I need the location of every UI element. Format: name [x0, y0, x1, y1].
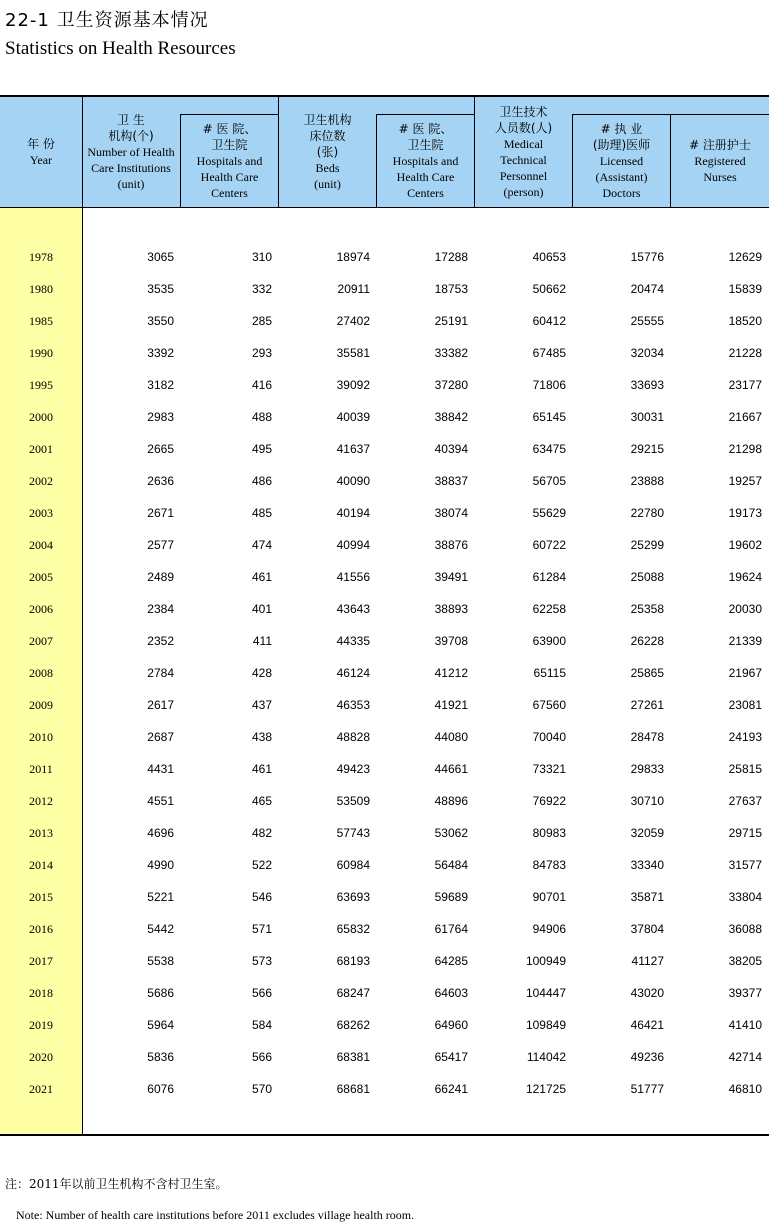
value-cell: 2352: [147, 634, 174, 648]
value-cell: 573: [251, 954, 272, 968]
value-cell: 53509: [336, 794, 370, 808]
value-cell: 40039: [336, 410, 370, 424]
value-cell: 5836: [147, 1050, 174, 1064]
value-cell: 65145: [532, 410, 566, 424]
value-cell: 416: [251, 378, 272, 392]
table-row: [0, 817, 769, 849]
value-cell: 25358: [630, 602, 664, 616]
value-cell: 48896: [434, 794, 468, 808]
value-cell: 25191: [434, 314, 468, 328]
year-cell: 2016: [29, 922, 53, 936]
year-cell: 1990: [29, 346, 53, 360]
value-cell: 21228: [728, 346, 762, 360]
value-cell: 46124: [336, 666, 370, 680]
value-cell: 104447: [525, 986, 566, 1000]
value-cell: 2665: [147, 442, 174, 456]
year-cell: 2020: [29, 1050, 53, 1064]
table-row: [0, 753, 769, 785]
year-cell: 2017: [29, 954, 53, 968]
value-cell: 19624: [728, 570, 762, 584]
value-cell: 63475: [532, 442, 566, 456]
header-subrule: [376, 114, 474, 115]
header-doctors: [573, 115, 670, 207]
value-cell: 4696: [147, 826, 174, 840]
page-title-cn: 22-1 卫生资源基本情况: [5, 10, 209, 31]
value-cell: 70040: [532, 730, 566, 744]
value-cell: 488: [251, 410, 272, 424]
value-cell: 60722: [532, 538, 566, 552]
value-cell: 41212: [434, 666, 468, 680]
header-nurses-cn: # 注册护士: [689, 138, 751, 152]
value-cell: 41921: [434, 698, 468, 712]
year-cell: 2018: [29, 986, 53, 1000]
value-cell: 401: [251, 602, 272, 616]
value-cell: 2489: [147, 570, 174, 584]
value-cell: 30710: [630, 794, 664, 808]
value-cell: 4431: [147, 762, 174, 776]
value-cell: 27402: [336, 314, 370, 328]
value-cell: 36088: [728, 922, 762, 936]
value-cell: 23888: [630, 474, 664, 488]
value-cell: 38074: [434, 506, 468, 520]
value-cell: 65115: [533, 666, 566, 680]
value-cell: 44080: [434, 730, 468, 744]
value-cell: 44661: [434, 762, 468, 776]
page-title-en: Statistics on Health Resources: [5, 38, 236, 59]
year-cell: 2002: [29, 474, 53, 488]
header-year-en: Year: [29, 153, 53, 167]
value-cell: 43020: [630, 986, 664, 1000]
year-cell: 2014: [29, 858, 53, 872]
value-cell: 25299: [630, 538, 664, 552]
value-cell: 5964: [147, 1018, 174, 1032]
value-cell: 37804: [630, 922, 664, 936]
header-personnel-unit: (person): [503, 185, 544, 199]
header-hospitals-2-cn2: 卫生院: [407, 138, 444, 152]
value-cell: 40653: [532, 250, 566, 264]
table-row: [0, 785, 769, 817]
year-cell: 2011: [29, 762, 53, 776]
value-cell: 32034: [630, 346, 664, 360]
value-cell: 428: [251, 666, 272, 680]
year-cell: 2000: [29, 410, 53, 424]
value-cell: 21298: [728, 442, 762, 456]
value-cell: 51777: [630, 1082, 664, 1096]
header-hospitals-2: [377, 115, 474, 207]
table-row: [0, 401, 769, 433]
note-cn: 注：2011年以前卫生机构不含村卫生室。: [5, 1177, 228, 1191]
header-institutions-unit: (unit): [117, 177, 145, 191]
header-personnel: [475, 97, 572, 207]
year-cell: 2012: [29, 794, 53, 808]
header-hospitals-2-cn1: # 医 院、: [398, 122, 453, 136]
value-cell: 44335: [336, 634, 370, 648]
header-beds-unit: (unit): [314, 177, 341, 191]
value-cell: 41127: [631, 954, 664, 968]
value-cell: 570: [251, 1082, 272, 1096]
value-cell: 60984: [336, 858, 370, 872]
value-cell: 56484: [434, 858, 468, 872]
value-cell: 19173: [728, 506, 762, 520]
value-cell: 18520: [728, 314, 762, 328]
header-hospitals-1: [181, 115, 278, 207]
value-cell: 41637: [336, 442, 370, 456]
value-cell: 64603: [434, 986, 468, 1000]
year-cell: 2021: [29, 1082, 53, 1096]
value-cell: 522: [251, 858, 272, 872]
value-cell: 40994: [336, 538, 370, 552]
value-cell: 20030: [728, 602, 762, 616]
value-cell: 73321: [532, 762, 566, 776]
header-divider: [278, 97, 279, 207]
table-row: [0, 977, 769, 1009]
value-cell: 84783: [532, 858, 566, 872]
value-cell: 27261: [630, 698, 664, 712]
value-cell: 38205: [728, 954, 762, 968]
value-cell: 3182: [147, 378, 174, 392]
table-row: [0, 593, 769, 625]
value-cell: 25865: [630, 666, 664, 680]
value-cell: 19602: [728, 538, 762, 552]
table-row: [0, 1041, 769, 1073]
value-cell: 39377: [728, 986, 762, 1000]
year-cell: 1980: [29, 282, 53, 296]
table-row: [0, 849, 769, 881]
value-cell: 49423: [336, 762, 370, 776]
header-doctors-en3: Doctors: [602, 186, 641, 200]
value-cell: 482: [251, 826, 272, 840]
table-bottom-rule: [0, 1134, 769, 1136]
table-row: [0, 433, 769, 465]
year-cell: 2004: [29, 538, 53, 552]
value-cell: 40090: [336, 474, 370, 488]
value-cell: 2983: [147, 410, 174, 424]
value-cell: 20474: [630, 282, 664, 296]
header-hospitals-1-cn1: # 医 院、: [202, 122, 257, 136]
value-cell: 43643: [336, 602, 370, 616]
value-cell: 2384: [147, 602, 174, 616]
value-cell: 21339: [728, 634, 762, 648]
value-cell: 5442: [147, 922, 174, 936]
header-beds-cn2: 床位数: [309, 129, 346, 143]
value-cell: 48828: [336, 730, 370, 744]
table-row: [0, 945, 769, 977]
value-cell: 29833: [630, 762, 664, 776]
year-cell: 2006: [29, 602, 53, 616]
year-cell: 2013: [29, 826, 53, 840]
table-row: [0, 305, 769, 337]
value-cell: 12629: [728, 250, 762, 264]
value-cell: 90701: [532, 890, 566, 904]
value-cell: 40194: [336, 506, 370, 520]
table-row: [0, 497, 769, 529]
value-cell: 46353: [336, 698, 370, 712]
table-row: [0, 273, 769, 305]
value-cell: 465: [251, 794, 272, 808]
table-row: [0, 881, 769, 913]
header-nurses: [671, 115, 769, 207]
value-cell: 15776: [630, 250, 664, 264]
value-cell: 2687: [147, 730, 174, 744]
value-cell: 18974: [336, 250, 370, 264]
value-cell: 21667: [728, 410, 762, 424]
header-personnel-cn1: 卫生技术: [499, 105, 548, 119]
note-en: Note: Number of health care institutions before 2011 excludes village health room.: [16, 1208, 415, 1222]
table-row: [0, 529, 769, 561]
value-cell: 46810: [728, 1082, 762, 1096]
header-divider: [474, 97, 475, 207]
header-year: [0, 97, 82, 207]
value-cell: 20911: [337, 282, 370, 296]
value-cell: 71806: [532, 378, 566, 392]
year-cell: 2015: [29, 890, 53, 904]
value-cell: 584: [251, 1018, 272, 1032]
value-cell: 4551: [147, 794, 174, 808]
header-divider: [376, 115, 377, 207]
year-cell: 2009: [29, 698, 53, 712]
header-institutions-cn2: 机构(个): [108, 129, 154, 143]
header-doctors-cn1: # 执 业: [600, 122, 643, 136]
value-cell: 461: [251, 570, 272, 584]
table-row: [0, 465, 769, 497]
value-cell: 66241: [434, 1082, 468, 1096]
value-cell: 22780: [630, 506, 664, 520]
value-cell: 41410: [728, 1018, 762, 1032]
value-cell: 23177: [728, 378, 762, 392]
value-cell: 3065: [147, 250, 174, 264]
value-cell: 18753: [434, 282, 468, 296]
value-cell: 35581: [336, 346, 370, 360]
header-divider: [572, 115, 573, 207]
value-cell: 35871: [630, 890, 664, 904]
value-cell: 41556: [336, 570, 370, 584]
value-cell: 61284: [532, 570, 566, 584]
value-cell: 38876: [434, 538, 468, 552]
value-cell: 438: [251, 730, 272, 744]
value-cell: 2671: [147, 506, 174, 520]
value-cell: 6076: [147, 1082, 174, 1096]
value-cell: 2784: [147, 666, 174, 680]
header-subrule: [572, 114, 769, 115]
value-cell: 3392: [147, 346, 174, 360]
value-cell: 80983: [532, 826, 566, 840]
table-row: [0, 625, 769, 657]
year-cell: 2007: [29, 634, 53, 648]
header-hospitals-1-cn2: 卫生院: [211, 138, 248, 152]
header-divider: [82, 97, 83, 207]
table-row: [0, 369, 769, 401]
header-divider: [670, 115, 671, 207]
value-cell: 31577: [728, 858, 762, 872]
year-cell: 1985: [29, 314, 53, 328]
value-cell: 100949: [525, 954, 566, 968]
table-row: [0, 241, 769, 273]
value-cell: 68381: [336, 1050, 370, 1064]
header-beds: [279, 97, 376, 207]
statistics-table: [0, 95, 769, 1136]
value-cell: 4990: [147, 858, 174, 872]
value-cell: 57743: [336, 826, 370, 840]
value-cell: 546: [251, 890, 272, 904]
value-cell: 293: [251, 346, 272, 360]
value-cell: 3550: [147, 314, 174, 328]
header-doctors-en1: Licensed: [599, 154, 644, 168]
value-cell: 64285: [434, 954, 468, 968]
year-cell: 2010: [29, 730, 53, 744]
header-hospitals-2-en: Hospitals and Health Care Centers: [392, 154, 459, 200]
table-row: [0, 721, 769, 753]
value-cell: 60412: [532, 314, 566, 328]
value-cell: 33340: [630, 858, 664, 872]
value-cell: 64960: [434, 1018, 468, 1032]
year-cell: 2001: [29, 442, 53, 456]
year-cell: 2003: [29, 506, 53, 520]
value-cell: 55629: [532, 506, 566, 520]
value-cell: 67560: [532, 698, 566, 712]
value-cell: 25088: [630, 570, 664, 584]
value-cell: 33693: [630, 378, 664, 392]
header-nurses-en: Registered Nurses: [694, 154, 746, 184]
value-cell: 19257: [728, 474, 762, 488]
value-cell: 461: [251, 762, 272, 776]
value-cell: 61764: [434, 922, 468, 936]
value-cell: 37280: [434, 378, 468, 392]
value-cell: 411: [252, 634, 272, 648]
value-cell: 39708: [434, 634, 468, 648]
header-divider: [180, 115, 181, 207]
header-personnel-en: Medical Technical Personnel: [499, 137, 548, 183]
value-cell: 2617: [147, 698, 174, 712]
value-cell: 62258: [532, 602, 566, 616]
value-cell: 68262: [336, 1018, 370, 1032]
header-year-cn: 年 份: [27, 137, 55, 151]
value-cell: 49236: [630, 1050, 664, 1064]
header-institutions-en: Number of Health Care Institutions: [87, 145, 175, 175]
value-cell: 109849: [525, 1018, 566, 1032]
value-cell: 94906: [532, 922, 566, 936]
header-beds-en: Beds: [315, 161, 340, 175]
value-cell: 65417: [434, 1050, 468, 1064]
value-cell: 24193: [728, 730, 762, 744]
value-cell: 27637: [728, 794, 762, 808]
value-cell: 17288: [434, 250, 468, 264]
value-cell: 114042: [526, 1050, 566, 1064]
value-cell: 68247: [336, 986, 370, 1000]
value-cell: 5221: [147, 890, 174, 904]
value-cell: 15839: [728, 282, 762, 296]
value-cell: 59689: [434, 890, 468, 904]
value-cell: 5538: [147, 954, 174, 968]
table-row: [0, 337, 769, 369]
value-cell: 485: [251, 506, 272, 520]
header-institutions: [82, 97, 180, 207]
value-cell: 2577: [147, 538, 174, 552]
value-cell: 571: [251, 922, 272, 936]
value-cell: 121725: [525, 1082, 566, 1096]
year-cell: 2005: [29, 570, 53, 584]
value-cell: 486: [251, 474, 272, 488]
value-cell: 40394: [434, 442, 468, 456]
value-cell: 63693: [336, 890, 370, 904]
value-cell: 38837: [434, 474, 468, 488]
value-cell: 53062: [434, 826, 468, 840]
value-cell: 566: [251, 986, 272, 1000]
header-hospitals-1-en: Hospitals and Health Care Centers: [196, 154, 263, 200]
value-cell: 5686: [147, 986, 174, 1000]
value-cell: 474: [251, 538, 272, 552]
table-row: [0, 1073, 769, 1105]
header-institutions-cn1: 卫 生: [117, 113, 145, 127]
table-row: [0, 689, 769, 721]
value-cell: 21967: [728, 666, 762, 680]
value-cell: 25555: [630, 314, 664, 328]
value-cell: 23081: [728, 698, 762, 712]
value-cell: 566: [251, 1050, 272, 1064]
value-cell: 32059: [630, 826, 664, 840]
value-cell: 33804: [728, 890, 762, 904]
value-cell: 310: [251, 250, 272, 264]
value-cell: 46421: [630, 1018, 664, 1032]
year-cell: 2008: [29, 666, 53, 680]
value-cell: 38893: [434, 602, 468, 616]
year-cell: 2019: [29, 1018, 53, 1032]
value-cell: 68193: [336, 954, 370, 968]
value-cell: 3535: [147, 282, 174, 296]
value-cell: 29215: [630, 442, 664, 456]
value-cell: 76922: [532, 794, 566, 808]
table-row: [0, 561, 769, 593]
value-cell: 39491: [434, 570, 468, 584]
value-cell: 63900: [532, 634, 566, 648]
header-beds-cn1: 卫生机构: [303, 113, 352, 127]
year-cell: 1995: [29, 378, 53, 392]
header-personnel-cn2: 人员数(人): [494, 121, 553, 135]
value-cell: 30031: [630, 410, 664, 424]
header-subrule: [180, 114, 278, 115]
value-cell: 65832: [336, 922, 370, 936]
value-cell: 38842: [434, 410, 468, 424]
value-cell: 437: [251, 698, 272, 712]
header-doctors-en2: (Assistant): [595, 170, 648, 184]
header-beds-cn3: (张): [316, 145, 339, 159]
table-row: [0, 1009, 769, 1041]
header-doctors-cn2: (助理)医师: [592, 138, 651, 152]
value-cell: 28478: [630, 730, 664, 744]
value-cell: 2636: [147, 474, 174, 488]
value-cell: 33382: [434, 346, 468, 360]
value-cell: 29715: [728, 826, 762, 840]
table-row: [0, 657, 769, 689]
value-cell: 39092: [336, 378, 370, 392]
value-cell: 26228: [630, 634, 664, 648]
value-cell: 332: [251, 282, 272, 296]
year-cell: 1978: [29, 250, 53, 264]
value-cell: 495: [251, 442, 272, 456]
value-cell: 285: [251, 314, 272, 328]
value-cell: 56705: [532, 474, 566, 488]
value-cell: 42714: [728, 1050, 762, 1064]
value-cell: 67485: [532, 346, 566, 360]
value-cell: 50662: [532, 282, 566, 296]
table-header: [0, 97, 769, 208]
table-row: [0, 913, 769, 945]
value-cell: 68681: [336, 1082, 370, 1096]
value-cell: 25815: [728, 762, 762, 776]
